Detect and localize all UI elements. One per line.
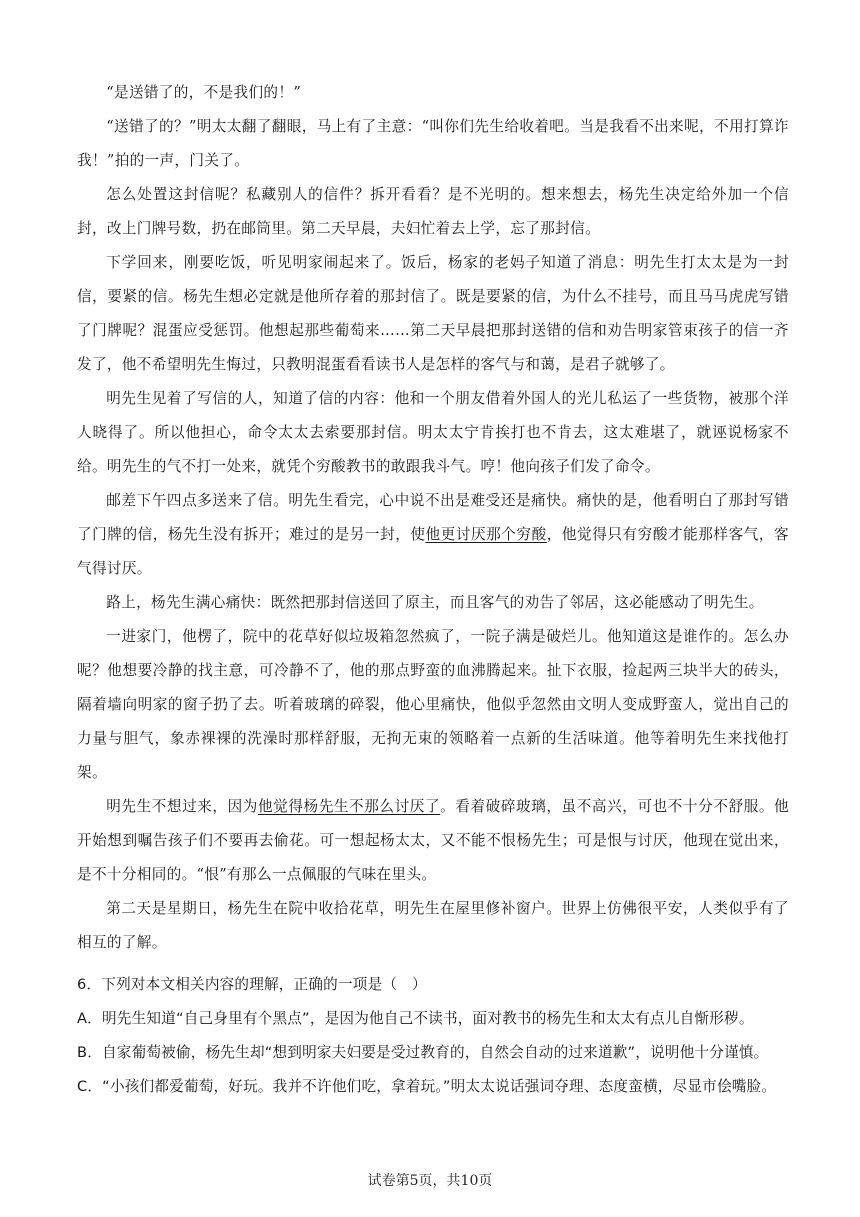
passage-paragraph: 下学回来，刚要吃饭，听见明家闹起来了。饭后，杨家的老妈子知道了消息：明先生打太太是为一封信，要紧的信。杨先生想必定就是他所存着的那封信了。既是要紧的信，为什么不挂号，而且马马虎虎写错了门牌呢？混蛋应受惩罚。他想起那些葡萄来……第二天早晨把那封送错的信和劝告明家管束孩子的信一齐发了，他不希望明先生悔过，只教明混蛋看看读书人是怎样的客气与和蔼，是君子就够了。 — [77, 254, 789, 373]
paragraph-text: 邮差下午四点多送来了信。明先生看完，心中说不出是难受还是痛快。痛快的是，他看明白了那封写错了门牌的信，杨先生没有拆开；难过的是另一封，使 — [77, 492, 789, 543]
passage-paragraph: 路上，杨先生满心痛快：既然把那封信送回了原主，而且客气的劝告了邻居，这必能感动了明先生。 — [106, 594, 764, 611]
paragraph-text: 明先生不想过来，因为 — [106, 798, 258, 815]
passage-paragraph: 一进家门，他楞了，院中的花草好似垃圾箱忽然疯了，一院子满是破烂儿。他知道这是谁作的。怎么办呢？他想要冷静的找主意，可冷静不了，他的那点野蛮的血沸腾起来。扯下衣服，捡起两三块半大的砖头，隔着墙向明家的窗子扔了去。听着玻璃的碎裂，他心里痛快，他似乎忽然由文明人变成野蛮人，觉出自己的力量与胆气，象赤裸裸的洗澡时那样舒服，无拘无束的领略着一点新的生活味道。他等着明先生来找他打架。 — [77, 628, 789, 781]
paragraph-text: 。看着破碎玻璃，虽不高兴，可也不十分不舒服。他开始想到嘱告孩子们不要再去偷花。可一想起杨太太，又不能不恨杨先生；可是恨与讨厌，他现在觉出来，是不十分相同的。“恨”有那么一点佩服的气味在里头。 — [77, 798, 789, 883]
question-6 — [77, 968, 789, 1104]
option-b: B．自家葡萄被偷，杨先生却“想到明家夫妇要是受过教育的，自然会自动的过来道歉”，说明他十分谨慎。 — [77, 1044, 769, 1061]
option-c: C．“小孩们都爱葡萄，好玩。我并不许他们吃，拿着玩。”明太太说话强词夺理、态度蛮横，尽显市侩嘴脸。 — [77, 1078, 777, 1095]
underlined-sentence: 他觉得杨先生不那么讨厌了 — [257, 798, 441, 815]
option-a: A．明先生知道“自己身里有个黑点”，是因为他自己不读书，面对教书的杨先生和太太有点儿自惭形秽。 — [77, 1010, 754, 1027]
question-stem: 6．下列对本文相关内容的理解，正确的一项是（ ） — [77, 976, 427, 993]
passage-paragraph — [77, 790, 789, 892]
passage-paragraph: “是送错了的，不是我们的！” — [106, 84, 302, 101]
underlined-sentence: 他更讨厌那个穷酸 — [425, 526, 547, 543]
passage-paragraph — [77, 484, 789, 586]
paragraph-text: ，他觉得只有穷酸才能那样客气，客气得讨厌。 — [77, 526, 789, 577]
reading-passage — [77, 76, 789, 960]
passage-paragraph: 怎么处置这封信呢？私藏别人的信件？拆开看看？是不光明的。想来想去，杨先生决定给外加一个信封，改上门牌号数，扔在邮筒里。第二天早晨，夫妇忙着去上学，忘了那封信。 — [77, 186, 789, 237]
passage-paragraph: “送错了的？”明太太翻了翻眼，马上有了主意：“叫你们先生给收着吧。当是我看不出来呢，不用打算诈我！”拍的一声，门关了。 — [77, 118, 789, 169]
passage-paragraph: 明先生见着了写信的人，知道了信的内容：他和一个朋友借着外国人的光儿私运了一些货物，被那个洋人晓得了。所以他担心，命令太太去索要那封信。明太太宁肯挨打也不肯去，这太难堪了，就诬说杨家不给。明先生的气不打一处来，就凭个穷酸教书的敢跟我斗气。哼！他向孩子们发了命令。 — [77, 390, 789, 475]
page-footer: 试卷第5页，共10页 — [367, 1173, 493, 1189]
passage-paragraph: 第二天是星期日，杨先生在院中收拾花草，明先生在屋里修补窗户。世界上仿佛很平安，人类似乎有了相互的了解。 — [77, 900, 789, 951]
